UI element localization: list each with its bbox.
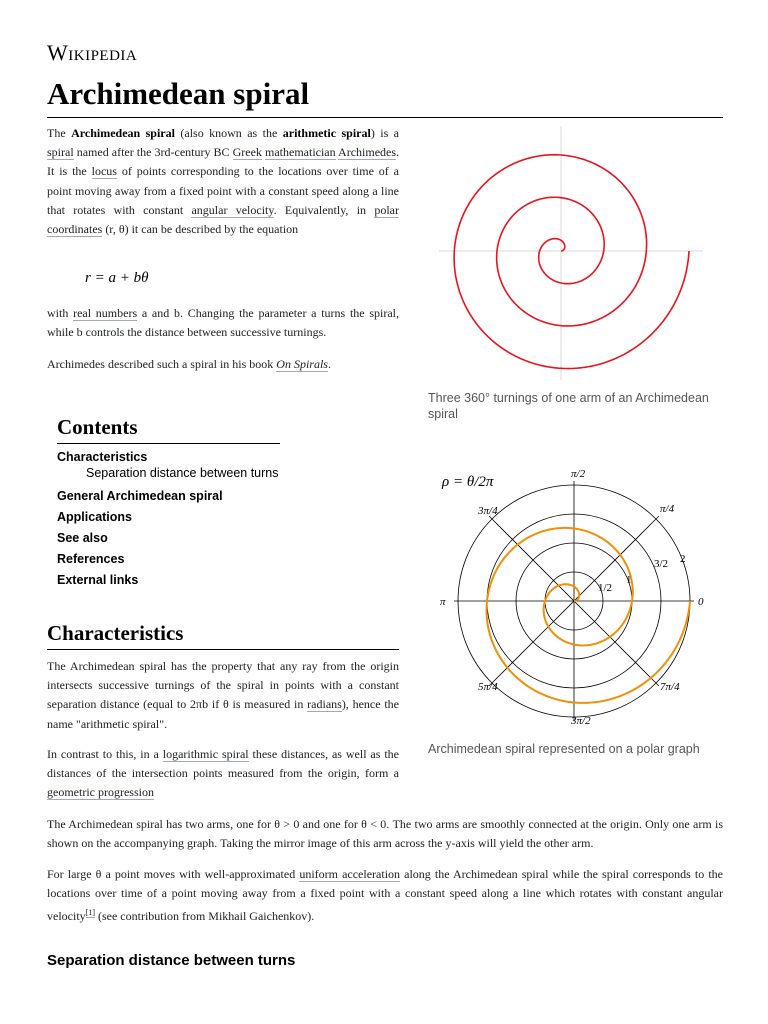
polar-radius-label: 1 (626, 574, 632, 586)
link-polar-coordinates[interactable]: polar coordinates (47, 202, 399, 237)
link-geometric-progression[interactable]: geometric progression (47, 785, 154, 800)
link-mathematician[interactable]: mathematician (265, 145, 336, 160)
toc-item-general-archimedean-spiral[interactable]: General Archimedean spiral (57, 489, 223, 503)
section-heading-separation-distance: Separation distance between turns (47, 952, 296, 969)
link-locus[interactable]: locus (91, 164, 117, 179)
polar-angle-label: π/2 (571, 468, 586, 480)
link-uniform-acceleration[interactable]: uniform acceleration (299, 867, 401, 881)
toc-item-external-links[interactable]: External links (57, 573, 139, 587)
page-title: Archimedean spiral (47, 76, 310, 111)
figure-2-caption: Archimedean spiral represented on a polar graph (428, 742, 700, 756)
link-logarithmic-spiral[interactable]: logarithmic spiral (162, 747, 249, 761)
link-real-numbers[interactable]: real numbers (73, 306, 138, 320)
figure-archimedean-spiral[interactable] (435, 122, 705, 384)
toc-item-references[interactable]: References (57, 552, 125, 566)
polar-radius-label: 1/2 (598, 582, 613, 594)
toc-item-applications[interactable]: Applications (57, 510, 133, 524)
link-on-spirals[interactable]: On Spirals (276, 357, 328, 371)
polar-radius-label: 3/2 (654, 558, 669, 570)
intro-paragraph-3: Archimedes described such a spiral in his book On Spirals. (47, 357, 331, 371)
toc-item-see-also[interactable]: See also (57, 531, 108, 545)
polar-angle-label: 0 (698, 596, 704, 608)
figure-polar-graph[interactable] (430, 462, 710, 732)
characteristics-paragraph-2: In contrast to this, in a logarithmic spiral these distances, as well as the distances of the intersection points measured from the origin, form a geometric progression (47, 747, 399, 800)
section-heading-characteristics: Characteristics (47, 621, 184, 645)
toc-item-separation-distance[interactable]: Separation distance between turns (86, 466, 279, 480)
polar-formula: ρ = θ/2π (442, 474, 494, 490)
polar-angle-label: 5π/4 (478, 681, 498, 693)
polar-angle-label: 7π/4 (660, 681, 680, 693)
polar-angle-label: 3π/4 (478, 505, 498, 517)
reference-1[interactable]: [1] (85, 908, 95, 918)
figure-1-caption: Three 360° turnings of one arm of an Archimedean spiral (428, 391, 709, 421)
characteristics-paragraph-1: The Archimedean spiral has the property that any ray from the origin intersects successive turnings of the spiral in points with a constant separation distance (equal to 2πb if θ is measured in radians), hence the name "arithmetic spiral". (47, 659, 399, 731)
link-greek[interactable]: Greek (232, 145, 262, 160)
polar-angle-label: π (440, 596, 446, 608)
intro-paragraph-2: with real numbers a and b. Changing the parameter a turns the spiral, while b controls the distance between successive turnings. (47, 306, 400, 340)
title-divider (47, 117, 723, 118)
characteristics-paragraph-3: The Archimedean spiral has two arms, one for θ > 0 and one for θ < 0. The two arms are smoothly connected at the origin. Only one arm is shown on the accompanying graph. Taking the mirror image of this arm across the y-axis will yield the other arm. (47, 817, 723, 851)
toc-title: Contents (57, 415, 138, 439)
polar-radius-label: 2 (680, 553, 686, 565)
characteristics-paragraph-4: For large θ a point moves with well-approximated uniform acceleration along the Archimedean spiral while the spiral corresponds to the locations over time of a point moving away from a fixed point with a constant speed along a line which rotates with constant angular velocity[1] (see contribution from Mikhail Gaichenkov). (47, 867, 723, 924)
link-spiral[interactable]: spiral (47, 145, 74, 160)
link-radians[interactable]: radians (307, 697, 342, 712)
polar-angle-label: 3π/2 (571, 715, 591, 727)
toc-divider (57, 443, 280, 444)
polar-angle-label: π/4 (660, 503, 675, 515)
toc-item-characteristics[interactable]: Characteristics (57, 450, 148, 464)
link-angular-velocity[interactable]: angular velocity (191, 202, 274, 217)
spiral-equation: r = a + bθ (85, 270, 149, 286)
section-divider (47, 649, 399, 650)
spiral-curve (454, 155, 689, 369)
wikipedia-wordmark[interactable]: Wikipedia (47, 40, 138, 65)
link-archimedes[interactable]: Archimedes (338, 145, 397, 160)
intro-paragraph-1: The Archimedean spiral (also known as the arithmetic spiral) is a spiral named after the 3rd-century BC Greek mathematician Archimedes. It is the locus of points corresponding to the locations over time of a point moving away from a fixed point with a constant speed along a line that rotates with constant angular velocity. Equivalently, in polar coordinates (r, θ) it can be described by the equation (47, 126, 400, 237)
